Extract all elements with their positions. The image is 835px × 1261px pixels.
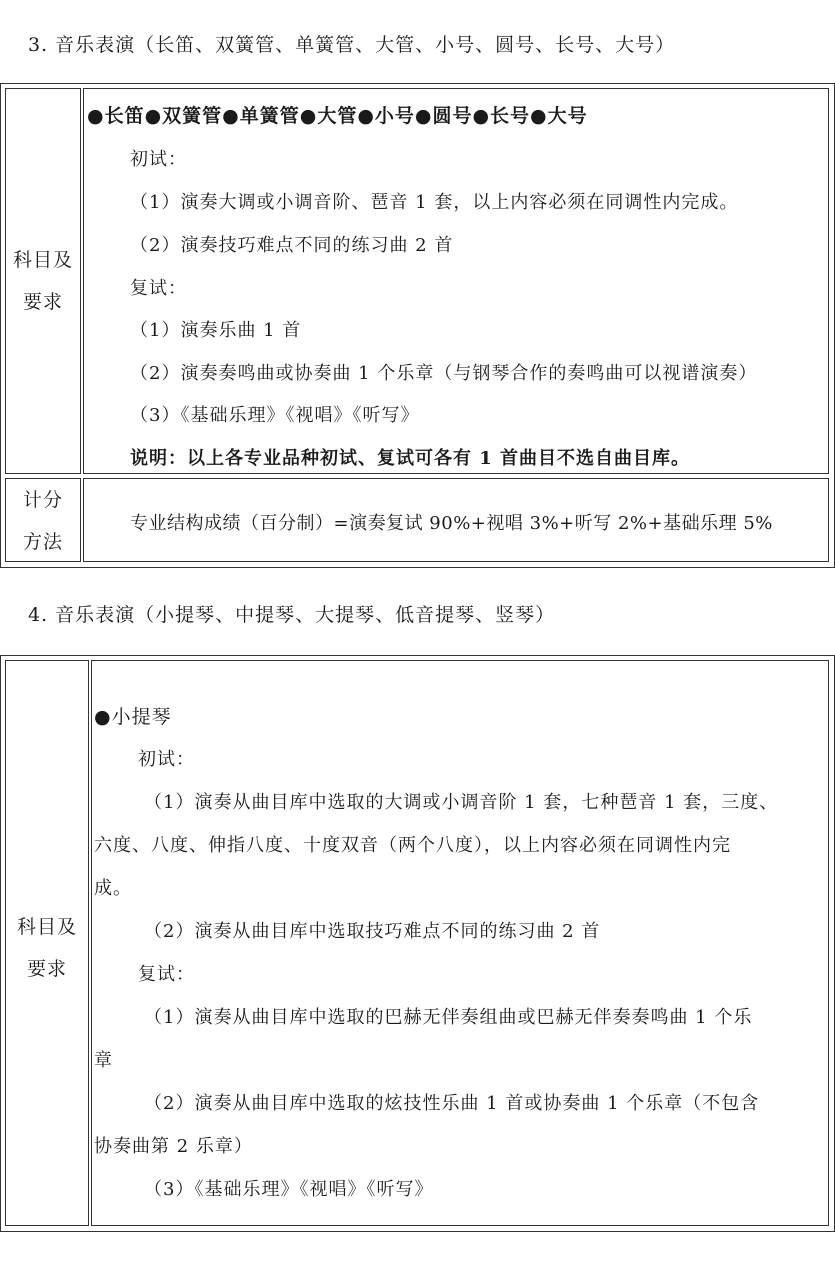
section4-retest-title: 复试： (138, 964, 195, 985)
section4-prelim-1b: 六度、八度、伸指八度、十度双音（两个八度），以上内容必须在同调性内完 (94, 835, 731, 856)
section3-heading: 3. 音乐表演（长笛、双簧管、单簧管、大管、小号、圆号、长号、大号） (28, 34, 676, 56)
section3-subjects-label (6, 239, 80, 323)
section4-retest-3: （3）《基础乐理》《视唱》《听写》 (144, 1179, 434, 1200)
section3-note: 说明：以上各专业品种初试、复试可各有 1 首曲目不选自曲目库。 (130, 448, 691, 469)
subjects-label-line2: 要求 (22, 291, 63, 313)
section3-retest-3: （3）《基础乐理》《视唱》《听写》 (130, 405, 420, 426)
section3-content-cell-subjects (83, 88, 829, 474)
scoring-label-line1: 计分 (22, 489, 63, 511)
section4-table (0, 655, 835, 1232)
section4-content-cell-subjects (91, 660, 829, 1226)
section3-instruments: ●长笛●双簧管●单簧管●大管●小号●圆号●长号●大号 (87, 105, 588, 127)
subjects-label-line1: 科目及 (12, 249, 73, 271)
section4-prelim-title: 初试： (138, 749, 195, 770)
section3-retest-1: （1）演奏乐曲 1 首 (130, 320, 302, 341)
section4-retest-2b: 协奏曲第 2 乐章） (94, 1136, 253, 1157)
section4-label-cell-subjects (5, 660, 89, 1226)
section4-instrument: ●小提琴 (94, 706, 172, 728)
section4-retest-1a: （1）演奏从曲目库中选取的巴赫无伴奏组曲或巴赫无伴奏奏鸣曲 1 个乐 (144, 1007, 753, 1028)
section3-retest-2: （2）演奏奏鸣曲或协奏曲 1 个乐章（与钢琴合作的奏鸣曲可以视谱演奏） (130, 363, 758, 384)
subjects-label-line1: 科目及 (16, 916, 77, 938)
section4-heading: 4. 音乐表演（小提琴、中提琴、大提琴、低音提琴、竖琴） (28, 604, 556, 626)
subjects-label-line2: 要求 (26, 958, 67, 980)
section3-prelim-title: 初试： (130, 149, 187, 170)
scoring-label-line2: 方法 (22, 531, 63, 553)
section3-scoring-text: 专业结构成绩（百分制）=演奏复试 90%+视唱 3%+听写 2%+基础乐理 5% (130, 513, 773, 534)
section3-scoring-label (6, 479, 80, 563)
section4-retest-2a: （2）演奏从曲目库中选取的炫技性乐曲 1 首或协奏曲 1 个乐章（不包含 (144, 1093, 760, 1114)
section3-prelim-1: （1）演奏大调或小调音阶、琶音 1 套，以上内容必须在同调性内完成。 (130, 192, 739, 213)
section4-subjects-label (6, 906, 88, 990)
section4-prelim-2: （2）演奏从曲目库中选取技巧难点不同的练习曲 2 首 (144, 921, 601, 942)
section3-content-cell-scoring (83, 478, 829, 562)
section3-label-cell-subjects (5, 88, 81, 474)
section4-retest-1b: 章 (94, 1050, 113, 1071)
section3-label-cell-scoring (5, 478, 81, 562)
section3-retest-title: 复试： (130, 278, 187, 299)
section3-table (0, 83, 835, 568)
section4-prelim-1a: （1）演奏从曲目库中选取的大调或小调音阶 1 套，七种琶音 1 套，三度、 (144, 792, 779, 813)
section4-prelim-1c: 成。 (94, 878, 132, 899)
section3-prelim-2: （2）演奏技巧难点不同的练习曲 2 首 (130, 235, 454, 256)
